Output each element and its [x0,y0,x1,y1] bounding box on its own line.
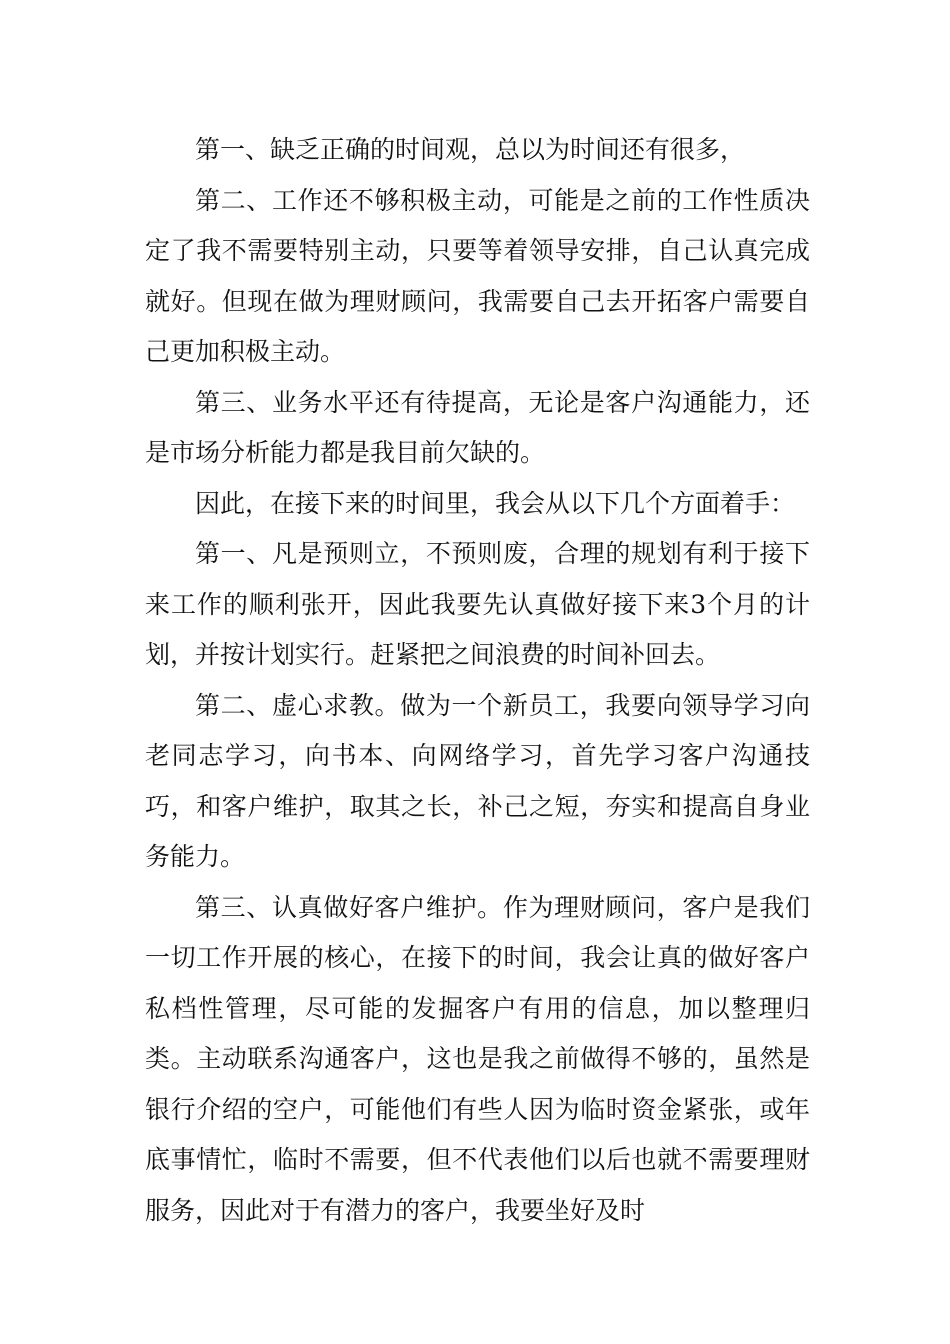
paragraph-5: 第一、凡是预则立，不预则废，合理的规划有利于接下来工作的顺利张开，因此我要先认真做好接下来3个月的计划，并按计划实行。赶紧把之间浪费的时间补回去。 [145,539,810,669]
paragraph-7: 第三、认真做好客户维护。作为理财顾问，客户是我们一切工作开展的核心，在接下的时间，我会让真的做好客户私档性管理，尽可能的发掘客户有用的信息，加以整理归类。主动联系沟通客户，这也是我之前做得不够的，虽然是银行介绍的空户，可能他们有些人因为临时资金紧张，或年底事情忙，临时不需要，但不代表他们以后也就不需要理财服务，因此对于有潜力的客户，我要坐好及时 [145,892,810,1225]
document-body [145,125,810,1236]
paragraph-3: 第三、业务水平还有待提高，无论是客户沟通能力，还是市场分析能力都是我目前欠缺的。 [145,387,810,467]
paragraph-2: 第二、工作还不够积极主动，可能是之前的工作性质决定了我不需要特别主动，只要等着领导安排，自己认真完成就好。但现在做为理财顾问，我需要自己去开拓客户需要自己更加积极主动。 [145,185,810,366]
paragraph-4: 因此，在接下来的时间里，我会从以下几个方面着手： [195,488,796,518]
paragraph-1: 第一、缺乏正确的时间观，总以为时间还有很多， [195,135,746,164]
paragraph-6: 第二、虚心求教。做为一个新员工，我要向领导学习向老同志学习，向书本、向网络学习，首先学习客户沟通技巧，和客户维护，取其之长，补己之短，夯实和提高自身业务能力。 [145,690,810,871]
